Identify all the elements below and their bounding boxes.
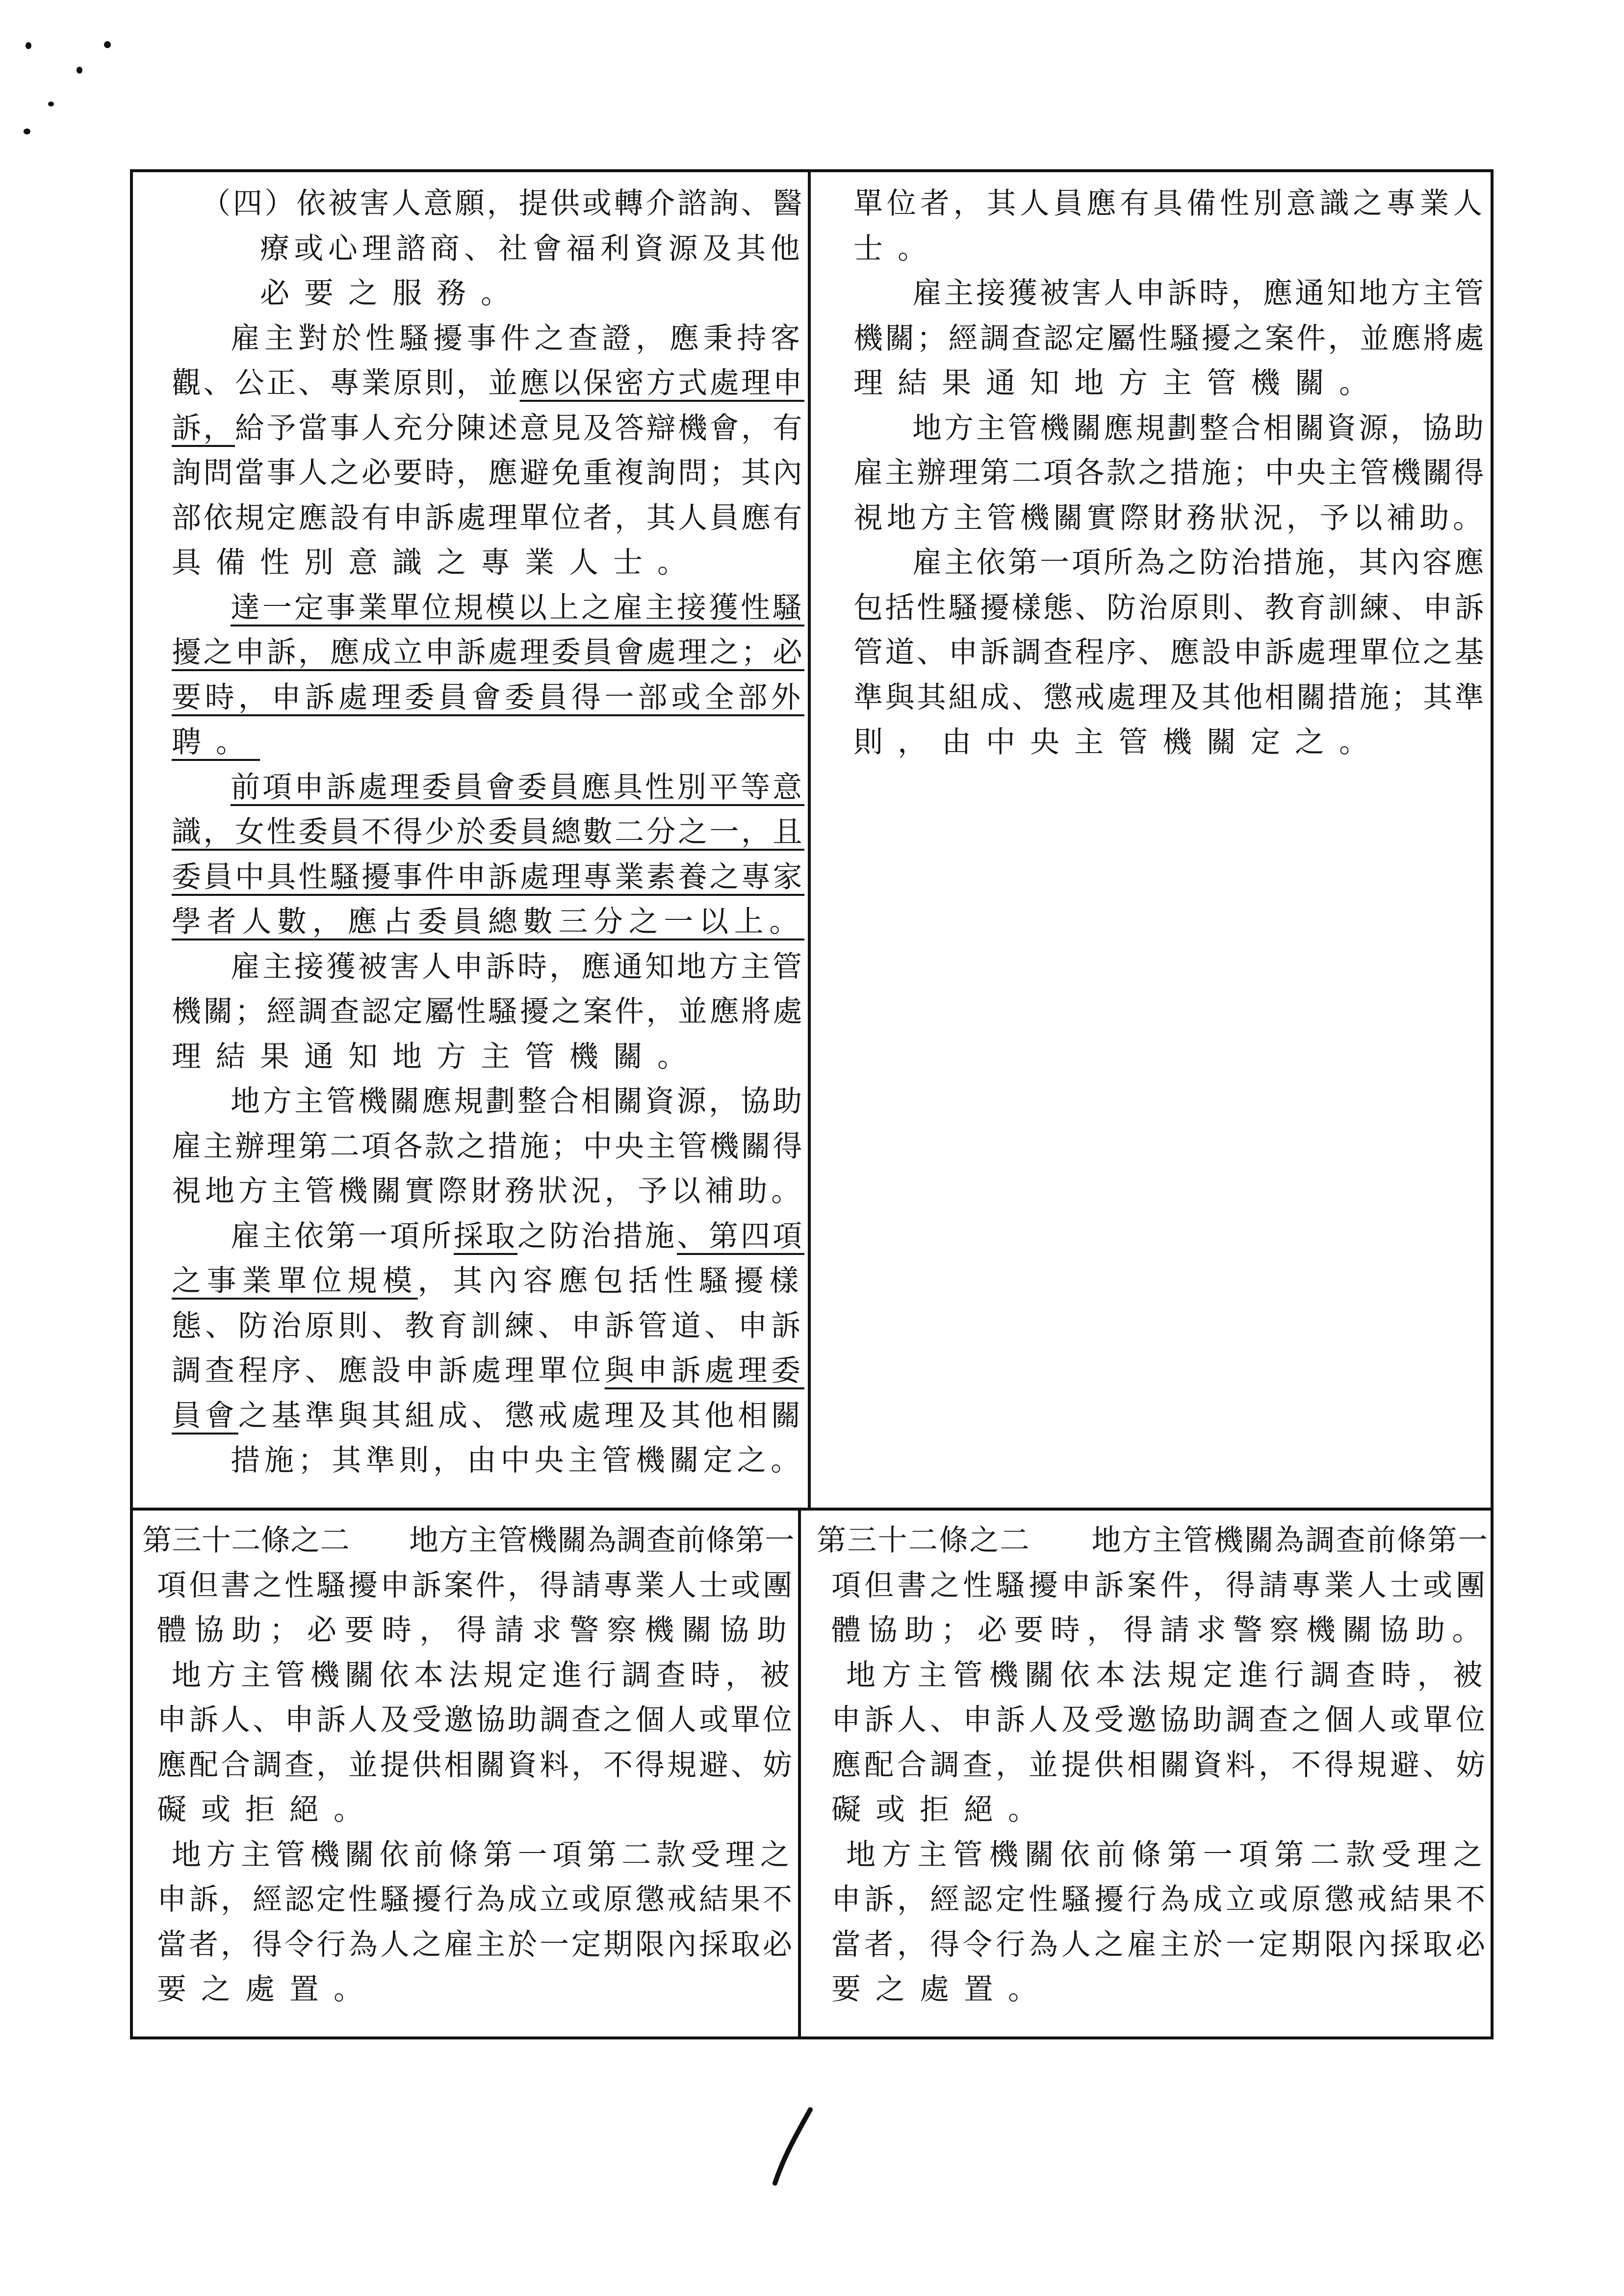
text-segment: 準與其組成、懲戒處理及其他相關措施；其準 [853,680,1486,715]
text-segment: 第三十二條之二 地方主管機關為調查前條第一 [817,1523,1489,1558]
amended-text-segment: 學者人數，應占委員總數三分之一以上。 [172,905,804,939]
text-line [172,725,260,759]
text-line [157,1793,378,1827]
text-segment: 礙或拒絕。 [157,1793,378,1827]
text-line [172,501,804,535]
text-line [172,905,804,939]
amended-text-segment: 前項申訴處理委員會委員應具性別平等意 [231,770,804,805]
text-segment: 措施；其準則，由中央主管機關定之。 [231,1443,804,1478]
text-segment: 應配合調查，並提供相關資料，不得規避、妨 [831,1748,1489,1782]
amended-text-segment: 採取 [454,1219,517,1253]
text-line [157,1748,795,1782]
amended-text-segment: 員會 [172,1398,238,1433]
text-segment: 地方主管機關依前條第一項第二款受理之 [846,1837,1489,1872]
text-line [172,366,804,400]
text-line [831,1928,1489,1962]
text-segment: ，其內容應包括性騷擾樣 [417,1264,805,1298]
text-line [172,680,804,715]
text-line [172,546,701,580]
text-line [157,1703,795,1737]
text-segment: 機關；經調查認定屬性騷擾之案件，並應將處 [172,994,804,1029]
text-segment: 觀、公正、專業原則，並 [172,366,520,400]
scan-speck [77,67,82,74]
text-segment: 項但書之性騷擾申訴案件，得請專業人士或團 [831,1568,1489,1603]
text-segment: 地方主管機關依本法規定進行調查時，被 [846,1658,1489,1693]
text-segment: 要之處置。 [831,1972,1052,2007]
text-segment: 雇主對於性騷擾事件之查證，應秉持客 [231,321,804,356]
text-line [231,1443,804,1478]
text-line [231,591,804,625]
text-line [260,232,804,266]
amended-text-segment: 委員中具性騷擾事件申訴處理專業素養之專家 [172,860,804,894]
column-divider-top [808,169,811,1510]
text-line [846,1658,1489,1693]
text-segment: 申訴，經認定性騷擾行為成立或原懲戒結果不 [157,1882,795,1917]
text-line [157,1568,795,1603]
current-text-cell-top [853,186,1486,1501]
amended-text-segment: 應以保密方式處理申 [519,366,804,400]
text-segment: 士。 [853,231,942,266]
text-line [157,1972,378,2007]
text-segment: 則，由中央主管機關定之。 [853,725,1383,759]
text-segment: 之基準與其組成、懲戒處理及其他相關 [238,1398,805,1433]
amended-text-cell-bottom [142,1523,795,2034]
text-line [231,770,804,805]
text-line [172,1309,804,1343]
text-segment: 療或心理諮商、社會福利資源及其他 [260,231,804,266]
text-line [172,1354,804,1388]
amended-text-segment: 達一定事業單位規模以上之雇主接獲性騷 [231,590,804,625]
amended-text-segment: 聘。 [172,725,260,759]
text-line [172,1174,804,1208]
text-segment: 必要之服務。 [260,276,525,311]
text-line [157,1613,795,1647]
text-segment: 申訴人、申訴人及受邀協助調查之個人或單位 [157,1703,795,1737]
text-segment: 理結果通知地方主管機關。 [172,1039,701,1074]
text-line [853,321,1486,356]
amended-text-segment: 、第四項 [677,1219,804,1253]
text-line [912,276,1486,311]
text-segment: 要之處置。 [157,1972,378,2007]
text-line [831,1703,1489,1737]
text-segment: 雇主接獲被害人申訴時，應通知地方主管 [231,949,804,984]
text-line [231,321,804,356]
amended-text-segment: 擾之申訴，應成立申訴處理委員會處理之；必 [172,635,804,670]
text-line [172,411,804,445]
text-line [172,815,804,849]
amended-text-cell-top [172,186,804,1501]
text-line [846,1838,1489,1872]
text-segment: 第三十二條之二 地方主管機關為調查前條第一 [142,1523,795,1558]
text-segment: 理結果通知地方主管機關。 [853,366,1383,400]
text-line [831,1793,1052,1827]
text-segment: 地方主管機關依前條第一項第二款受理之 [172,1837,795,1872]
text-segment: 機關；經調查認定屬性騷擾之案件，並應將處 [853,321,1486,356]
amended-text-segment: 之事業單位規模 [172,1264,418,1298]
text-segment: 當者，得令行為人之雇主於一定期限內採取必 [157,1927,795,1962]
text-line [172,1264,804,1298]
text-line [142,1523,795,1558]
text-segment: 當者，得令行為人之雇主於一定期限內採取必 [831,1927,1489,1962]
text-segment: 地方主管機關依本法規定進行調查時，被 [172,1658,795,1693]
text-segment: 具備性別意識之專業人士。 [172,546,701,580]
text-line [172,1658,795,1693]
text-segment: 之防治措施 [517,1219,677,1253]
text-line [853,725,1383,759]
text-line [831,1613,1489,1647]
text-line [853,501,1486,535]
text-line [853,680,1486,715]
text-segment: （四）依被害人意願，提供或轉介諮詢、醫 [201,186,804,221]
scan-speck [104,41,111,48]
scan-speck [24,129,30,134]
text-line [912,546,1486,580]
text-line [853,591,1486,625]
text-line [831,1568,1489,1603]
text-segment: 礙或拒絕。 [831,1793,1052,1827]
text-segment: 項但書之性騷擾申訴案件，得請專業人士或團 [157,1568,795,1603]
amended-text-segment: 與申訴處理委 [604,1354,805,1388]
scan-speck [26,42,31,49]
amended-text-segment: 要時，申訴處理委員會委員得一部或全部外 [172,680,804,715]
text-line [172,456,804,490]
text-line [157,1882,795,1917]
text-segment: 視地方主管機關實際財務狀況，予以補助。 [853,500,1486,535]
text-segment: 雇主依第一項所 [231,1219,454,1253]
text-segment: 應配合調查，並提供相關資料，不得規避、妨 [157,1748,795,1782]
text-segment: 部依規定應設有申訴處理單位者，其人員應有 [172,500,804,535]
handwritten-page-mark [765,2100,819,2198]
text-segment: 雇主辦理第二項各款之措施；中央主管機關得 [172,1129,804,1164]
text-segment: 給予當事人充分陳述意見及答辯機會，有 [235,411,804,445]
text-line [172,1838,795,1872]
text-line [260,276,525,311]
text-line [853,635,1486,670]
text-line [231,950,804,984]
text-line [831,1748,1489,1782]
text-segment: 單位者，其人員應有具備性別意識之專業人 [853,186,1486,221]
text-line [853,366,1383,400]
text-segment: 調查程序、應設申訴處理單位 [172,1354,605,1388]
text-line [231,1084,804,1119]
row-divider [130,1508,1494,1511]
text-line [172,860,804,894]
text-segment: 包括性騷擾樣態、防治原則、教育訓練、申訴 [853,590,1486,625]
text-line [231,1219,804,1253]
text-segment: 申訴人、申訴人及受邀協助調查之個人或單位 [831,1703,1489,1737]
text-segment: 態、防治原則、教育訓練、申訴管道、申訴 [172,1308,804,1343]
text-line [172,994,804,1029]
amended-text-segment: 訴， [172,411,235,445]
text-line [172,1040,701,1074]
text-line [201,186,804,221]
column-divider-bottom [798,1508,801,2039]
text-line [172,635,804,670]
text-line [831,1972,1052,2007]
text-line [912,411,1486,445]
text-segment: 管道、申訴調查程序、應設申訴處理單位之基 [853,635,1486,670]
text-segment: 申訴，經認定性騷擾行為成立或原懲戒結果不 [831,1882,1489,1917]
text-segment: 視地方主管機關實際財務狀況，予以補助。 [172,1174,804,1208]
text-segment: 體協助；必要時，得請求警察機關協助 [157,1613,795,1647]
text-line [831,1882,1489,1917]
text-segment: 雇主接獲被害人申訴時，應通知地方主管 [912,276,1486,311]
text-segment: 體協助；必要時，得請求警察機關協助。 [831,1613,1489,1647]
text-segment: 地方主管機關應規劃整合相關資源，協助 [231,1084,804,1119]
text-line [853,186,1486,221]
text-segment: 雇主辦理第二項各款之措施；中央主管機關得 [853,456,1486,490]
scan-speck [48,102,54,106]
current-text-cell-bottom [817,1523,1489,2034]
text-line [157,1928,795,1962]
text-line [817,1523,1489,1558]
text-segment: 地方主管機關應規劃整合相關資源，協助 [912,411,1486,445]
text-line [853,232,942,266]
text-line [172,1129,804,1164]
text-segment: 詢問當事人之必要時，應避免重複詢問；其內 [172,456,804,490]
text-segment: 雇主依第一項所為之防治措施，其內容應 [912,546,1486,580]
text-line [853,456,1486,490]
amended-text-segment: 識，女性委員不得少於委員總數二分之一，且 [172,815,804,849]
text-line [172,1399,804,1433]
